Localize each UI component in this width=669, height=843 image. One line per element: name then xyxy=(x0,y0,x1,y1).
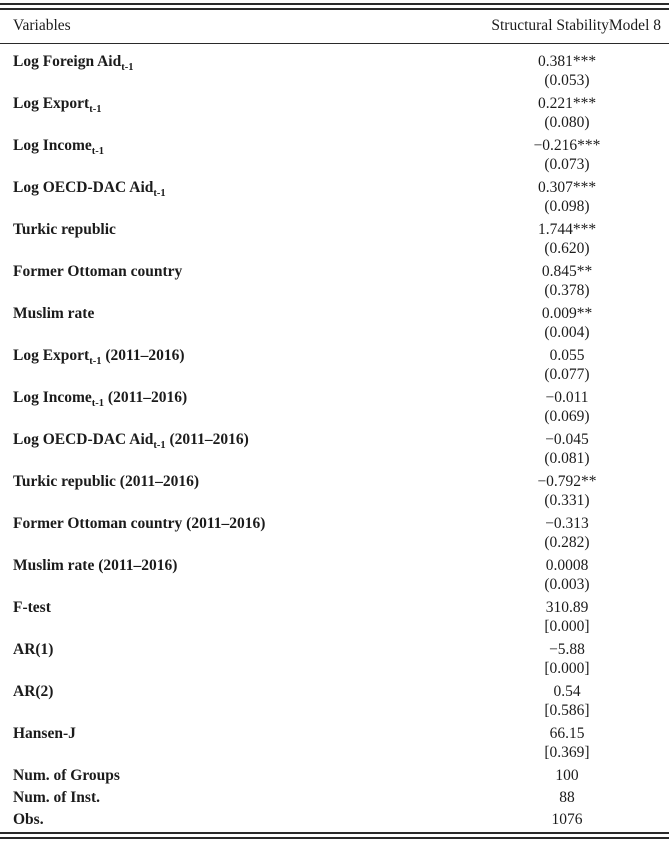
secondary-value: (0.282) xyxy=(544,534,590,551)
table-row xyxy=(0,304,669,342)
secondary-value: (0.378) xyxy=(544,282,590,299)
table-header-row xyxy=(0,10,669,44)
value-cell xyxy=(465,724,669,762)
value-cell xyxy=(465,178,669,216)
value-cell xyxy=(465,514,669,552)
value-cell xyxy=(465,472,669,510)
secondary-value: [0.369] xyxy=(544,744,590,761)
table-row xyxy=(0,388,669,426)
regression-table xyxy=(0,3,669,839)
coefficient-value: −5.88 xyxy=(549,641,585,658)
variable-label: Log OECD-DAC Aid$_{t-1}$ xyxy=(13,179,166,200)
secondary-value: (0.620) xyxy=(544,240,590,257)
secondary-value: (0.004) xyxy=(544,324,590,341)
table-row xyxy=(0,682,669,720)
coefficient-value: 0.307*** xyxy=(537,179,597,196)
secondary-value: (0.331) xyxy=(544,492,590,509)
variable-label: Log Income$_{t-1}$ (2011–2016) xyxy=(13,389,188,410)
coefficient-value: −0.792** xyxy=(537,473,597,490)
value-cell xyxy=(465,262,669,300)
variable-label: AR(2) xyxy=(13,683,54,700)
variable-label: Former Ottoman country (2011–2016) xyxy=(13,515,266,532)
secondary-value: [0.000] xyxy=(544,618,590,635)
coefficient-value: 1076 xyxy=(551,811,583,828)
secondary-value: (0.069) xyxy=(544,408,590,425)
table-row xyxy=(0,810,669,829)
value-cell xyxy=(465,766,669,785)
coefficient-value: 0.54 xyxy=(553,683,581,700)
table-body xyxy=(0,44,669,829)
value-cell xyxy=(465,682,669,720)
coefficient-value: 88 xyxy=(559,789,575,806)
variable-label: Hansen-J xyxy=(13,725,76,742)
table-row xyxy=(0,598,669,636)
coefficient-value: 0.0008 xyxy=(545,557,589,574)
variable-label: Num. of Groups xyxy=(13,767,120,784)
value-cell xyxy=(465,810,669,829)
table-row xyxy=(0,640,669,678)
variable-label: Turkic republic xyxy=(13,221,116,238)
table-row xyxy=(0,346,669,384)
coefficient-value: −0.045 xyxy=(545,431,589,448)
model-column-header: Structural StabilityModel 8 xyxy=(491,17,661,34)
table-row xyxy=(0,514,669,552)
value-cell xyxy=(465,388,669,426)
table-row xyxy=(0,220,669,258)
secondary-value: (0.080) xyxy=(544,114,590,131)
coefficient-value: −0.313 xyxy=(545,515,589,532)
table-row xyxy=(0,178,669,216)
value-cell xyxy=(465,220,669,258)
variables-column-header: Variables xyxy=(13,17,71,34)
variable-label: Muslim rate xyxy=(13,305,95,322)
secondary-value: (0.098) xyxy=(544,198,590,215)
value-cell xyxy=(465,556,669,594)
table-row xyxy=(0,136,669,174)
variable-label: Log Export$_{t-1}$ xyxy=(13,95,102,116)
coefficient-value: 0.845** xyxy=(541,263,593,280)
variable-label: Log OECD-DAC Aid$_{t-1}$ (2011–2016) xyxy=(13,431,249,452)
value-cell xyxy=(465,304,669,342)
secondary-value: [0.000] xyxy=(544,660,590,677)
table-row xyxy=(0,724,669,762)
value-cell xyxy=(465,598,669,636)
value-cell xyxy=(465,640,669,678)
variable-label: Obs. xyxy=(13,811,44,828)
variable-label: AR(1) xyxy=(13,641,54,658)
value-cell xyxy=(465,136,669,174)
variable-label: Log Export$_{t-1}$ (2011–2016) xyxy=(13,347,185,368)
coefficient-value: −0.216*** xyxy=(533,137,601,154)
top-double-rule xyxy=(0,3,669,10)
coefficient-value: 66.15 xyxy=(549,725,585,742)
variable-label: Num. of Inst. xyxy=(13,789,100,806)
table-row xyxy=(0,766,669,785)
variable-label: Turkic republic (2011–2016) xyxy=(13,473,200,490)
value-cell xyxy=(465,788,669,807)
value-cell xyxy=(465,346,669,384)
table-row xyxy=(0,430,669,468)
value-cell xyxy=(465,430,669,468)
secondary-value: (0.081) xyxy=(544,450,590,467)
table-row xyxy=(0,94,669,132)
secondary-value: (0.073) xyxy=(544,156,590,173)
bottom-double-rule xyxy=(0,832,669,839)
table-row xyxy=(0,556,669,594)
secondary-value: (0.003) xyxy=(544,576,590,593)
secondary-value: (0.077) xyxy=(544,366,590,383)
coefficient-value: 310.89 xyxy=(545,599,589,616)
variable-label: Log Income$_{t-1}$ xyxy=(13,137,105,158)
coefficient-value: −0.011 xyxy=(545,389,589,406)
coefficient-value: 0.055 xyxy=(549,347,585,364)
coefficient-value: 0.009** xyxy=(541,305,593,322)
table-row xyxy=(0,262,669,300)
variable-label: Former Ottoman country xyxy=(13,263,183,280)
value-cell xyxy=(465,52,669,90)
secondary-value: [0.586] xyxy=(544,702,590,719)
table-row xyxy=(0,472,669,510)
variable-label: Muslim rate (2011–2016) xyxy=(13,557,178,574)
coefficient-value: 100 xyxy=(555,767,579,784)
coefficient-value: 1.744*** xyxy=(537,221,597,238)
table-row xyxy=(0,52,669,90)
secondary-value: (0.053) xyxy=(544,72,590,89)
table-row xyxy=(0,788,669,807)
coefficient-value: 0.381*** xyxy=(537,53,597,70)
value-cell xyxy=(465,94,669,132)
coefficient-value: 0.221*** xyxy=(537,95,597,112)
variable-label: Log Foreign Aid$_{t-1}$ xyxy=(13,53,134,74)
variable-label: F-test xyxy=(13,599,51,616)
